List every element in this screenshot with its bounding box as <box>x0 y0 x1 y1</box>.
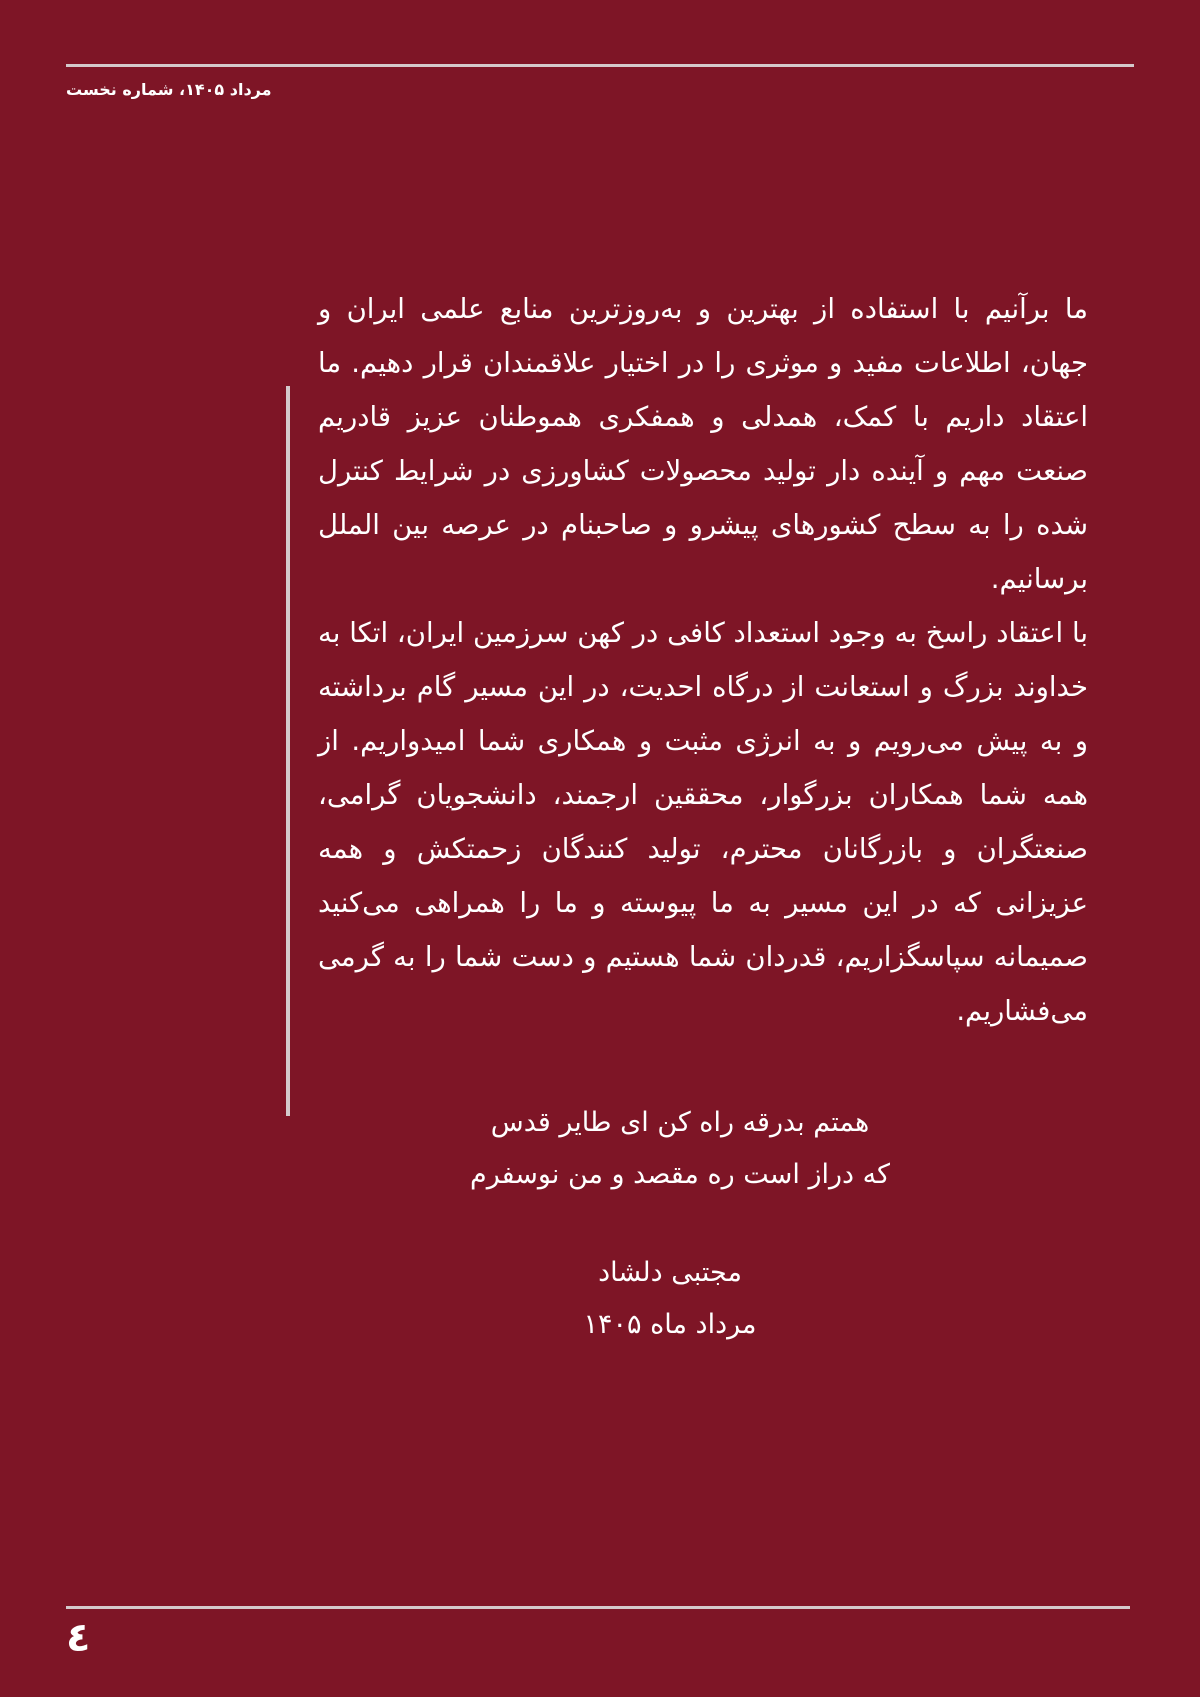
body-paragraph-2: با اعتقاد راسخ به وجود استعداد کافی در کهن سرزمین ایران، اتکا به خداوند بزرگ و استعانت از درگاه احدیت، در این مسیر گام برداشته و به پیش می‌رویم و به انرژی مثبت و همکاری شما امیدواریم. از همه شما همکاران بزرگوار، محققین ارجمند، دانشجویان گرامی، صنعتگران و بازرگانان محترم، تولید کنندگان زحمتکش و همه عزیزانی که در این مسیر به ما پیوسته و ما را همراهی می‌کنید صمیمانه سپاسگزاریم، قدردان شما هستیم و دست شما را به گرمی می‌فشاریم. <box>318 617 1088 1027</box>
editorial-body <box>318 282 1088 1038</box>
pull-quote-bar <box>286 386 290 1116</box>
poem-line-1: همتم بدرقه راه کن ای طایر قدس <box>490 1107 870 1138</box>
poem-line-2: که دراز است ره مقصد و من نوسفرم <box>470 1159 890 1190</box>
poem-verse <box>380 1097 980 1201</box>
body-paragraph-1: ما برآنیم با استفاده از بهترین و به‌روزترین منابع علمی ایران و جهان، اطلاعات مفید و موثری را در اختیار علاقمندان قرار دهیم. ما اعتقاد داریم با کمک، همدلی و همفکری هموطنان عزیز قادریم صنعت مهم و آینده دار تولید محصولات کشاورزی در شرایط کنترل شده را به سطح کشورهای پیشرو و صاحبنام در عرصه بین الملل برسانیم. <box>318 293 1088 595</box>
issue-label: مرداد ۱۴۰۵، شماره نخست <box>66 80 272 99</box>
signature-block <box>430 1247 910 1351</box>
bottom-rule <box>66 1606 1130 1609</box>
signature-date: مرداد ماه ۱۴۰۵ <box>583 1309 757 1340</box>
page-number: ٤ <box>66 1615 91 1661</box>
top-rule <box>66 64 1134 67</box>
author-name: مجتبی دلشاد <box>598 1257 742 1288</box>
